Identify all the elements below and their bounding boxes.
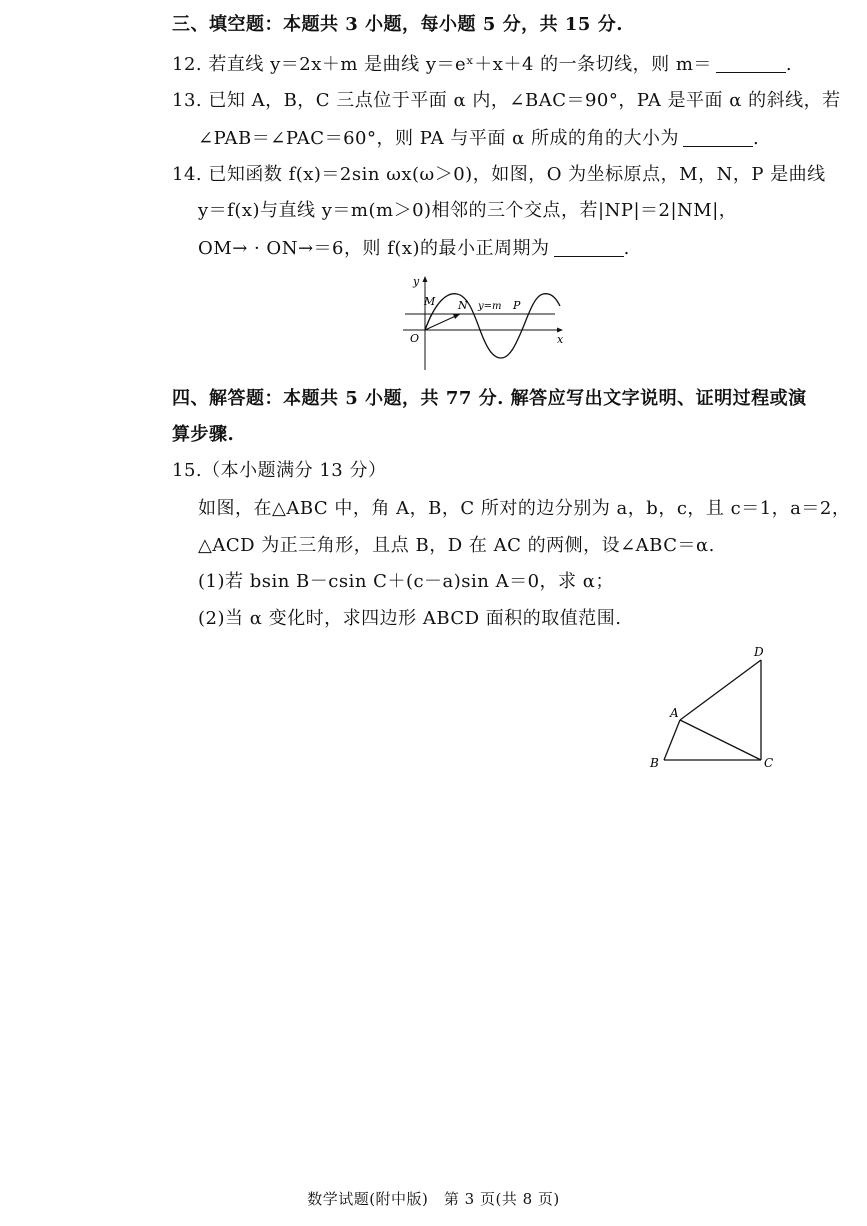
q14-line3: [198, 236, 630, 262]
q14-line2: y＝f(x)与直线 y＝m(m＞0)相邻的三个交点，若|NP|＝2|NM|，: [198, 200, 738, 221]
q14-line1: 14. 已知函数 f(x)＝2sin ωx(ω＞0)，如图，O 为坐标原点，M，N，P 是曲线: [172, 164, 826, 185]
q13-end: .: [752, 128, 760, 149]
side-ad: [680, 660, 761, 720]
q15-part1: (1)若 bsin B－csin C＋(c－a)sin A＝0，求 α；: [198, 571, 614, 592]
label-m: M: [424, 295, 436, 308]
q15-header: 15.（本小题满分 13 分）: [172, 460, 387, 481]
vector-on-arrow: [453, 314, 460, 319]
q14-answer-blank: [554, 238, 624, 257]
label-a: A: [670, 706, 679, 720]
q14-end: .: [623, 238, 630, 259]
label-b: B: [650, 756, 659, 770]
label-x: x: [557, 333, 564, 346]
q13-line1: 13. 已知 A，B，C 三点位于平面 α 内，∠BAC＝90°，PA 是平面 α 的斜线，若: [172, 90, 841, 111]
q15-part2: (2)当 α 变化时，求四边形 ABCD 面积的取值范围.: [198, 608, 622, 629]
sine-figure: [400, 272, 575, 372]
label-d: D: [754, 645, 764, 659]
section4-heading-line1: 四、解答题：本题共 5 小题，共 77 分. 解答应写出文字说明、证明过程或演: [172, 388, 807, 409]
q12-text: 12. 若直线 y＝2x＋m 是曲线 y＝eˣ＋x＋4 的一条切线，则 m＝: [172, 54, 712, 75]
side-ab: [664, 720, 680, 760]
label-p: P: [513, 299, 521, 312]
x-axis-arrow: [557, 328, 563, 333]
q13-text2: ∠PAB＝∠PAC＝60°，则 PA 与平面 α 所成的角的大小为: [198, 128, 679, 149]
label-o: O: [410, 332, 420, 345]
y-axis-arrow: [423, 276, 428, 282]
q12-line1: [172, 52, 792, 78]
q14-text3: OM→ · ON→＝6，则 f(x)的最小正周期为: [198, 238, 550, 259]
label-y: y: [413, 275, 420, 288]
label-c: C: [764, 756, 774, 770]
label-y-equals-m: y=m: [478, 301, 502, 312]
q13-answer-blank: [683, 128, 753, 147]
section4-heading-line2: 算步骤.: [172, 424, 235, 445]
q15-line1: 如图，在△ABC 中，角 A，B，C 所对的边分别为 a，b，c，且 c＝1，a＝2，: [198, 498, 851, 519]
diagonal-ac: [680, 720, 761, 760]
label-n: N: [458, 299, 468, 312]
q13-line2: [198, 126, 759, 152]
q15-line2: △ACD 为正三角形，且点 B，D 在 AC 的两侧，设∠ABC＝α.: [198, 535, 715, 556]
page-footer: 数学试题(附中版) 第 3 页(共 8 页): [307, 1190, 560, 1208]
q12-end: .: [785, 54, 793, 75]
q12-answer-blank: [716, 54, 786, 73]
section3-heading: 三、填空题：本题共 3 小题，每小题 5 分，共 15 分.: [172, 14, 623, 35]
quadrilateral-figure: [640, 640, 790, 780]
